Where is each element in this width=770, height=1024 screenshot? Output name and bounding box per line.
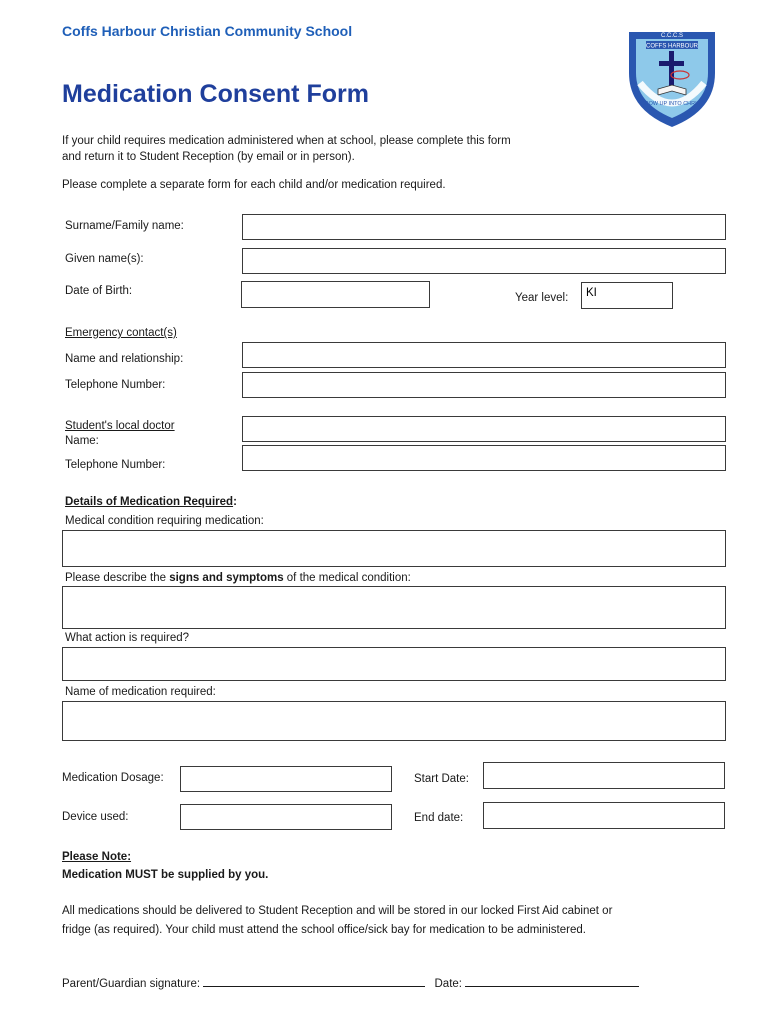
action-field[interactable] <box>62 647 726 681</box>
end-date-input[interactable] <box>484 803 724 828</box>
medication-heading <box>65 496 237 508</box>
emergency-phone-label: Telephone Number: <box>65 379 166 391</box>
school-name: Coffs Harbour Christian Community School <box>62 23 353 39</box>
date-line[interactable] <box>465 975 639 987</box>
end-date-label: End date: <box>414 812 464 824</box>
device-label: Device used: <box>62 811 129 823</box>
school-crest-icon <box>622 23 722 131</box>
form-title: Medication Consent Form <box>62 80 369 108</box>
date-label: Date: <box>434 978 462 990</box>
dob-label: Date of Birth: <box>65 285 133 297</box>
dosage-label: Medication Dosage: <box>62 772 164 784</box>
doctor-phone-label: Telephone Number: <box>65 459 166 471</box>
condition-textarea[interactable] <box>63 531 725 566</box>
end-date-field[interactable] <box>483 802 725 829</box>
doctor-name-label: Name: <box>65 435 99 447</box>
doctor-phone-input[interactable] <box>243 446 725 470</box>
emergency-name-label: Name and relationship: <box>65 353 184 365</box>
med-name-textarea[interactable] <box>63 702 725 740</box>
action-textarea[interactable] <box>63 648 725 680</box>
signature-row <box>62 975 639 990</box>
emergency-phone-field[interactable] <box>242 372 726 398</box>
medication-heading-colon: : <box>233 496 237 508</box>
condition-label: Medical condition requiring medication: <box>65 515 264 527</box>
year-level-input[interactable] <box>582 286 672 311</box>
surname-field[interactable] <box>242 214 726 240</box>
given-name-field[interactable] <box>242 248 726 274</box>
med-name-label: Name of medication required: <box>65 686 216 698</box>
dob-field[interactable] <box>241 281 430 308</box>
given-name-input[interactable] <box>243 249 725 273</box>
logo-top-text: C.C.C.S <box>660 33 684 39</box>
medication-heading-text: Details of Medication Required <box>65 496 234 508</box>
signs-label-post: of the medical condition: <box>283 572 411 584</box>
signs-textarea[interactable] <box>63 587 725 628</box>
doctor-name-input[interactable] <box>243 417 725 441</box>
signs-label-pre: Please describe the <box>65 572 170 584</box>
doctor-phone-field[interactable] <box>242 445 726 471</box>
logo-banner-text: COFFS HARBOUR <box>645 43 699 50</box>
doctor-heading: Student's local doctor <box>65 420 175 432</box>
start-date-input[interactable] <box>484 763 724 788</box>
signature-line[interactable] <box>203 975 425 987</box>
emergency-phone-input[interactable] <box>243 373 725 397</box>
med-name-field[interactable] <box>62 701 726 741</box>
surname-label: Surname/Family name: <box>65 220 184 232</box>
emergency-name-input[interactable] <box>243 343 725 367</box>
condition-field[interactable] <box>62 530 726 567</box>
device-field[interactable] <box>180 804 392 830</box>
year-level-label: Year level: <box>515 292 569 304</box>
note-line-2: fridge (as required). Your child must attend the school office/sick bay for medication to be administered. <box>62 924 586 936</box>
given-name-label: Given name(s): <box>65 253 144 265</box>
intro-line-1: If your child requires medication administered when at school, please complete this form <box>62 135 511 147</box>
signs-label-bold: signs and symptoms <box>169 572 284 584</box>
start-date-label: Start Date: <box>414 773 469 785</box>
emergency-name-field[interactable] <box>242 342 726 368</box>
device-input[interactable] <box>181 805 391 829</box>
signature-label: Parent/Guardian signature: <box>62 978 201 990</box>
intro-line-3: Please complete a separate form for each child and/or medication required. <box>62 179 446 191</box>
dosage-field[interactable] <box>180 766 392 792</box>
signs-label <box>65 572 411 584</box>
note-heading: Please Note: <box>62 851 132 863</box>
surname-input[interactable] <box>243 215 725 239</box>
intro-line-2: and return it to Student Reception (by email or in person). <box>62 151 355 163</box>
action-label: What action is required? <box>65 632 190 644</box>
doctor-name-field[interactable] <box>242 416 726 442</box>
school-logo <box>622 23 722 131</box>
start-date-field[interactable] <box>483 762 725 789</box>
logo-motto: GROW UP INTO CHRIST <box>640 101 704 107</box>
emergency-heading: Emergency contact(s) <box>65 327 177 339</box>
note-line-1: All medications should be delivered to Student Reception and will be stored in our locked First Aid cabinet or <box>62 905 613 917</box>
year-level-field[interactable] <box>581 282 673 309</box>
dosage-input[interactable] <box>181 767 391 791</box>
note-bold-line: Medication MUST be supplied by you. <box>62 869 269 881</box>
dob-input[interactable] <box>242 282 429 307</box>
signs-field[interactable] <box>62 586 726 629</box>
